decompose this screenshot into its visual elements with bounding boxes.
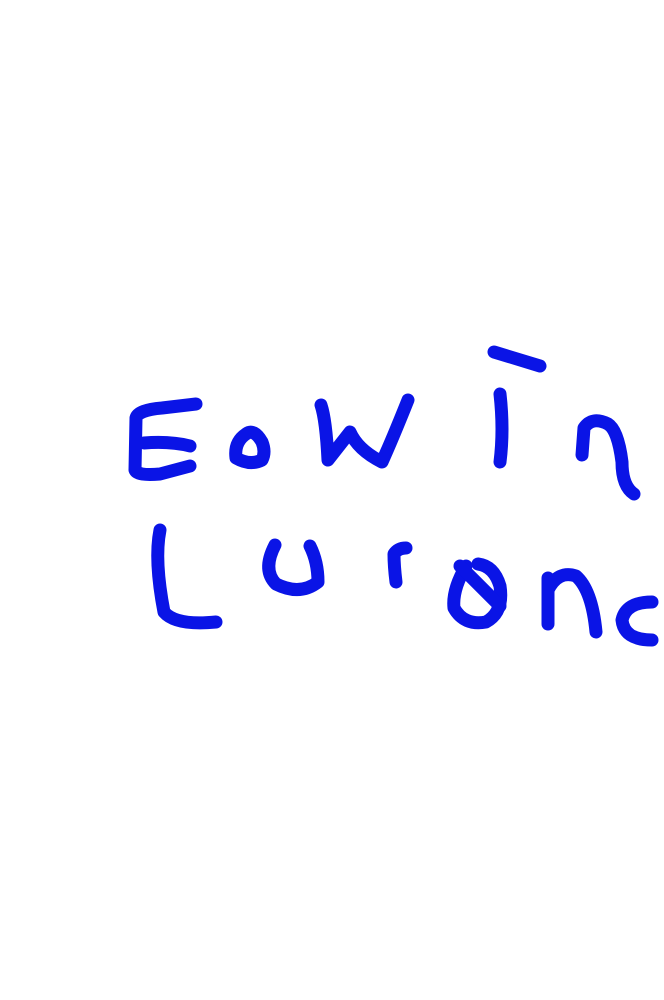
handwritten-line-2 [158, 530, 652, 640]
glyph-l [158, 530, 216, 623]
glyph-r [394, 548, 406, 582]
handwritten-line-1 [135, 352, 634, 494]
glyph-i [494, 352, 540, 462]
glyph-c [622, 602, 652, 640]
glyph-w [321, 400, 408, 462]
glyph-d [236, 432, 264, 462]
glyph-o-1 [269, 545, 318, 590]
glyph-e [135, 404, 196, 475]
glyph-n-2 [548, 575, 596, 632]
glyph-n [582, 421, 634, 494]
glyph-e-2 [454, 564, 501, 623]
